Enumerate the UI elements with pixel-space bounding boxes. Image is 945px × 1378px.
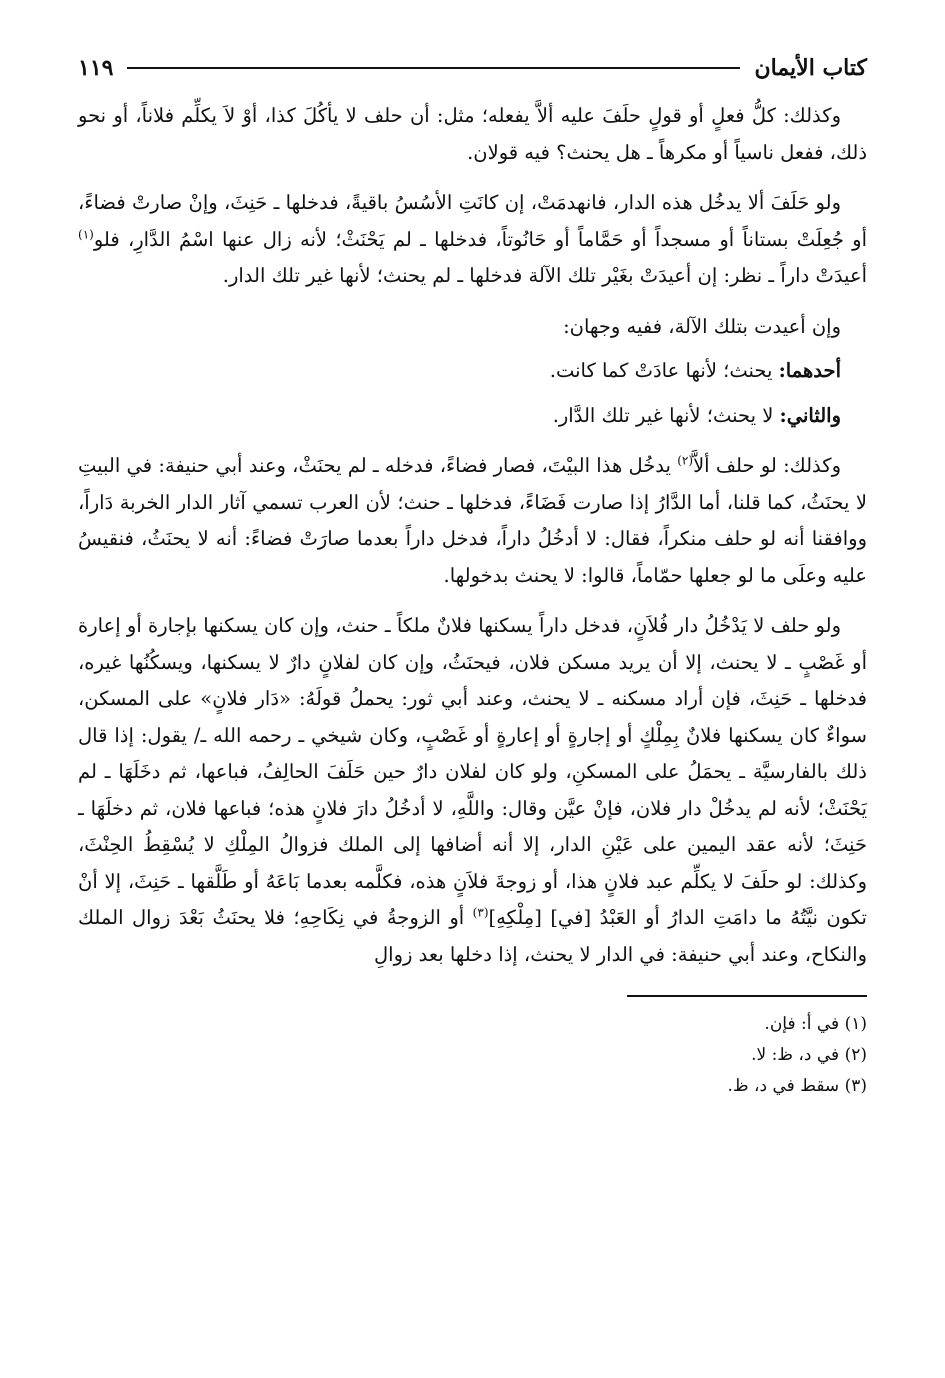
- paragraph-7-head: ولو حلف لا يَدْخُلُ دار فُلاَنٍ، فدخل داراً يسكنها فلانٌ ملكاً ـ حنث، وإن كان يسكنها بإجارة أو إعارة أو غَصْبٍ ـ لا يحنث، إلا أن يريد مسكن فلان، فيحنَثُ، وإن كان لفلانٍ دارٌ لا يسكنها، ويسكُنُها غيره، فدخلها ـ حَنِثَ، فإن أراد مسكنه ـ لا يحنث، وعند أبي ثور: يحملُ قولَهُ: «دَار فلانٍ» على المسكن، سواءٌ كان يسكنها فلانٌ بِمِلْكٍ أو إجارةٍ أو إعارةٍ أو غَصْبٍ، وكان شيخي ـ رحمه الله ـ/ يقول: إذا قال ذلك بالفارسيَّة ـ يحمَلُ على المسكنِ، ولو كان لفلان دارٌ حين حَلَفَ الحالِفُ، فباعها، ثم دخَلَهَا ـ لم يَحْنَثْ؛ لأنه لم يدخُلْ دار فلان، فإنْ عيَّن وقال: واللَّهِ، لا أدخُلُ دارَ فلانٍ هذه؛ فباعها فلان، ثم دخلَهَا ـ حَنِثَ؛ لأنه عقد اليمين على عَيْنِ الدار، إلا أنه أضافها إلى الملك فزوالُ المِلْكِ لا يُسْقِطُ الحِنْثَ، وكذلك: لو حلَفَ لا يكلِّم عبد فلانٍ هذا، أو زوجةَ فلاَنٍ هذه، فكلَّمه بعدما بَاعَهُ أو طَلَّقها ـ حَنِثَ، إلا أنْ تكون نيَّتُهُ ما دامَتِ الدارُ أو العَبْدُ [في] [مِلْكِهِ]: [78, 614, 867, 929]
- paragraph-3: وإن أعيدت بتلك الآلة، ففيه وجهان:: [563, 314, 841, 338]
- paragraph-6-head: وكذلك: لو حلف ألاَّ: [693, 454, 841, 477]
- paragraph-7-tail: أو الزوجةُ في نِكَاحِهِ؛ فلا يحنَثُ بَعْدَ زوال الملك والنكاح، وعند أبي حنيفة: في الدار لا يحنث، إذا دخلها بعد زوالِ: [78, 906, 867, 966]
- footnote-marker-3: (٣): [472, 905, 489, 920]
- paragraph-first-view: [78, 353, 867, 390]
- footnote-3: (٣) سقط في د، ظ.: [727, 1076, 867, 1096]
- page-number: ١١٩: [78, 55, 114, 81]
- paragraph-7: [78, 608, 867, 973]
- footnotes: [78, 1009, 867, 1102]
- second-view-text: لا يحنث؛ لأنها غير تلك الدَّار.: [552, 403, 780, 427]
- paragraph-2-main: ولو حَلَفَ ألا يدخُل هذه الدار، فانهدمَتْ، إن كانَتِ الأسُسُ باقيةً، فدخلها ـ حَنِثَ، وإنْ صارتْ فضاءً، أو جُعِلَتْ بستاناً أو مسجداً أو حَمَّاماً أو حَانُوتاً، فدخلها ـ لم يَحْنَثْ؛ لأنه زال عنها اسْمُ الدَّارِ، فلو: [78, 191, 867, 251]
- footnote-2: (٢) في د، ظ: لا.: [751, 1045, 867, 1065]
- running-header: [78, 48, 867, 88]
- first-view-label: أحدهما:: [778, 359, 841, 382]
- chapter-title: كتاب الأيمان: [754, 55, 867, 81]
- header-rule: [127, 67, 740, 69]
- paragraph-2: [78, 185, 867, 295]
- paragraph-1: وكذلك: كلُّ فعلٍ أو قولٍ حلَفَ عليه ألاَّ يفعله؛ مثل: أن حلف لا يأكُلَ كذا، أوْ لاَ يكلِّم فلاناً، أو نحو ذلك، ففعل ناسياً أو مكرهاً ـ هل يحنث؟ فيه قولان.: [78, 104, 867, 164]
- paragraph-6: [78, 448, 867, 594]
- first-view-text: يحنث؛ لأنها عادَتْ كما كانت.: [549, 359, 779, 382]
- second-view-label: والثاني:: [779, 403, 841, 427]
- footnote-marker-1: (١): [78, 227, 94, 241]
- paragraph-6-tail: يدخُل هذا البيْتَ، فصار فضاءً، فدخله ـ لم يحنَثْ، وعند أبي حنيفة: في البيتِ لا يحنَثُ، كما قلنا، أما الدَّارُ إذا صارت فَضَاءً، فدخلها ـ حنث؛ لأن العرب تسمي آثار الدار الخربة دَاراً، ووافقنا أنه لو حلف منكراً، فقال: لا أدخُلُ داراً، فدخل داراً بعدما صارَتْ فضاءً: أنه لا يحنَثُ، فنقيسُ عليه وعلَى ما لو جعلها حمّاماً، قالوا: لا يحنث بدخولها.: [78, 454, 867, 587]
- footnote-1: (١) في أ: فإن.: [764, 1014, 867, 1034]
- paragraph-2-tail: أعيدَتْ داراً ـ نظر: إن أعيدَتْ بغَيْر تلك الآلة فدخلها ـ لم يحنث؛ لأنها غير تلك الدار.: [222, 264, 867, 287]
- main-text: [78, 98, 867, 973]
- footnote-marker-2: (٢): [677, 453, 694, 468]
- paragraph-second-view: [78, 398, 867, 435]
- book-page: [78, 48, 867, 1102]
- footnote-rule: [627, 995, 867, 997]
